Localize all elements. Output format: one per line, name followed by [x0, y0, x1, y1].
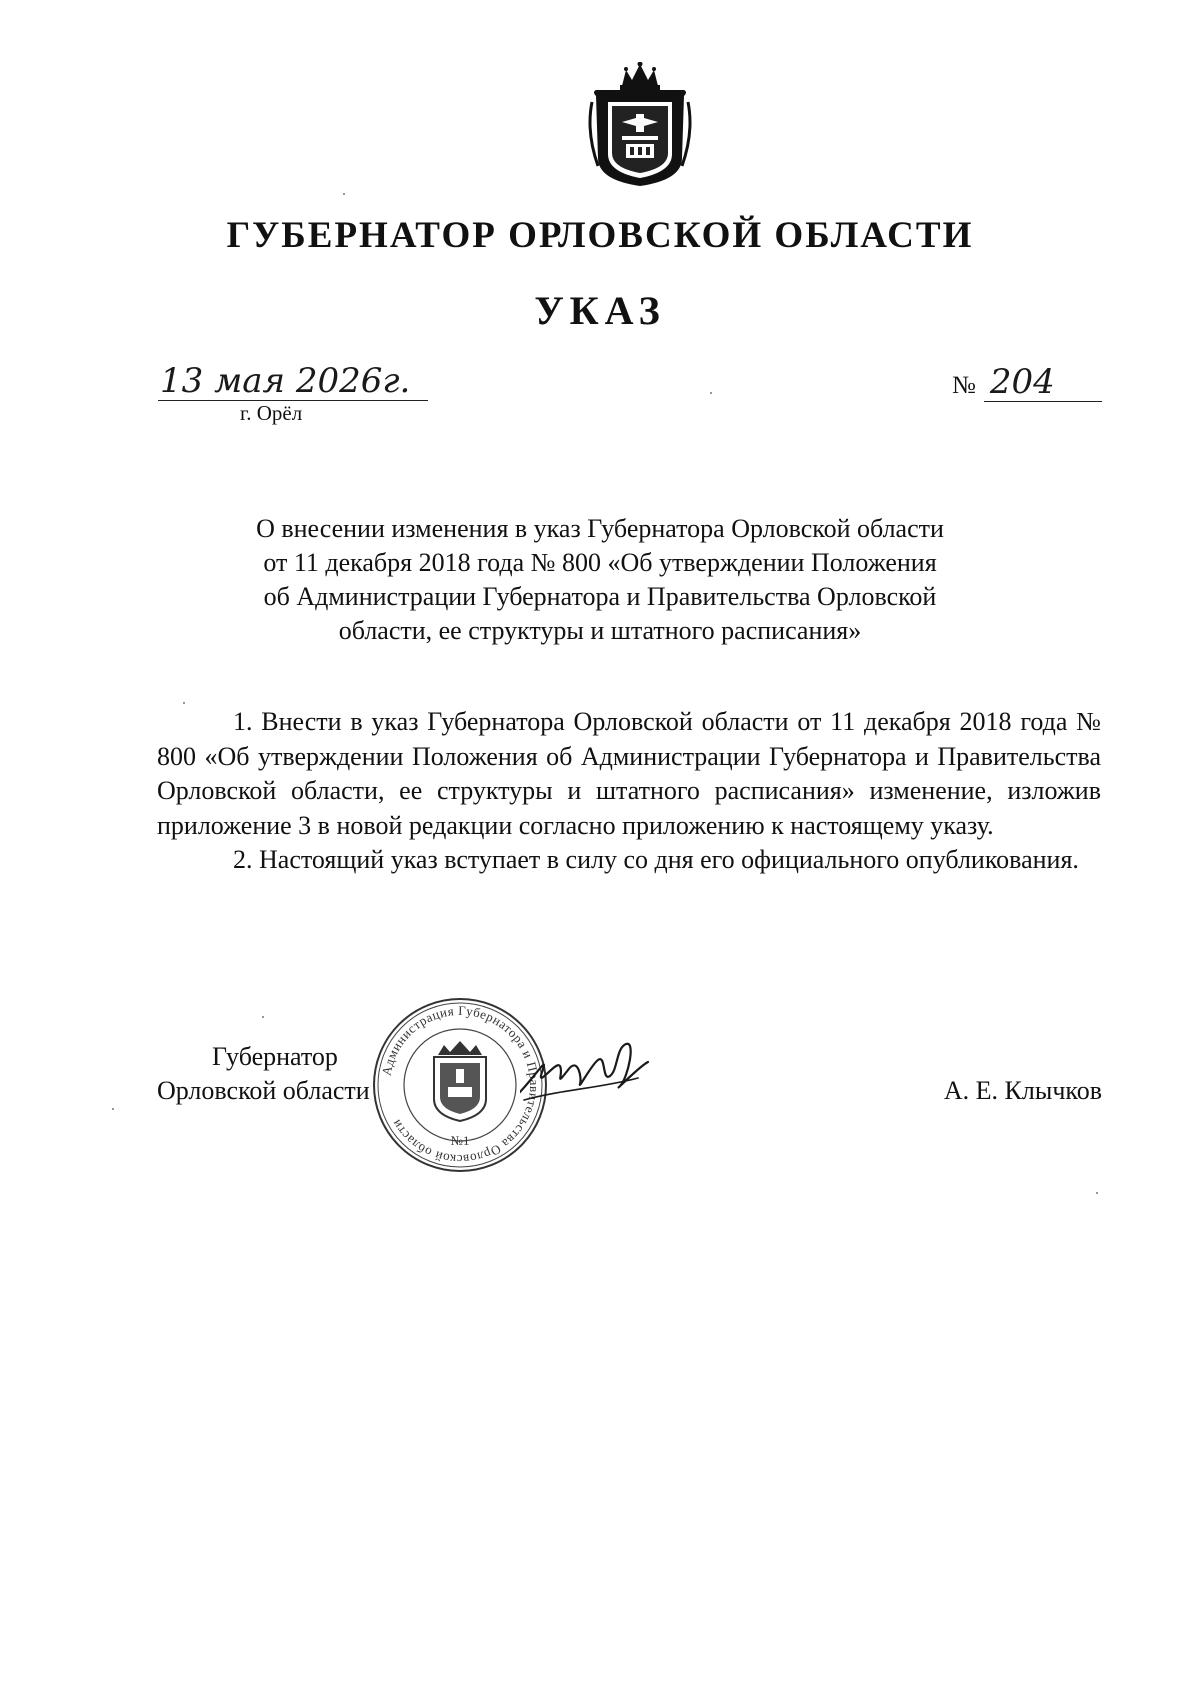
signer-name: А. Е. Клычков — [943, 1076, 1102, 1105]
subject-line: области, ее структуры и штатного расписания» — [338, 616, 862, 645]
scan-speck — [112, 1108, 114, 1110]
scan-speck — [343, 193, 345, 195]
seal-text: Администрация Губернатора и Правительства Орловской области — [378, 1002, 543, 1168]
seal-number: №1 — [450, 1133, 470, 1148]
scan-speck — [183, 702, 185, 704]
position-line: Орловской области — [157, 1076, 370, 1105]
issuing-authority: ГУБЕРНАТОР ОРЛОВСКОЙ ОБЛАСТИ — [226, 215, 974, 256]
subject-line: О внесении изменения в указ Губернатора Орловской области — [256, 514, 944, 543]
signatory-position — [157, 1040, 370, 1108]
position-line: Губернатор — [212, 1042, 338, 1071]
handwritten-signature-icon — [520, 1030, 650, 1110]
body-paragraph: 1. Внести в указ Губернатора Орловской области от 11 декабря 2018 года № 800 «Об утверждении Положения об Администрации Губернатора и Правительства Орловской области, ее структуры и штатного расписания» изменение, изложив приложение 3 в новой редакции согласно приложению к настоящему указу. — [157, 707, 1101, 840]
subject-line: об Администрации Губернатора и Правительства Орловской — [263, 582, 937, 611]
issue-city: г. Орёл — [240, 401, 303, 425]
scan-speck — [1096, 1192, 1098, 1194]
document-date: 13 мая 2026г. — [158, 362, 428, 401]
coat-of-arms-icon — [582, 62, 698, 188]
scan-speck — [262, 1016, 264, 1018]
date-block — [158, 362, 428, 425]
document-subject — [200, 512, 1000, 648]
body-paragraph: 2. Настоящий указ вступает в силу со дня его официального опубликования. — [233, 845, 1079, 874]
scan-speck — [710, 392, 712, 394]
subject-line: от 11 декабря 2018 года № 800 «Об утверждении Положения — [263, 548, 937, 577]
document-number: 204 — [984, 363, 1102, 402]
number-block — [952, 363, 1102, 402]
number-sign: № — [952, 372, 976, 399]
document-body — [157, 705, 1101, 878]
document-type: УКАЗ — [534, 288, 666, 333]
